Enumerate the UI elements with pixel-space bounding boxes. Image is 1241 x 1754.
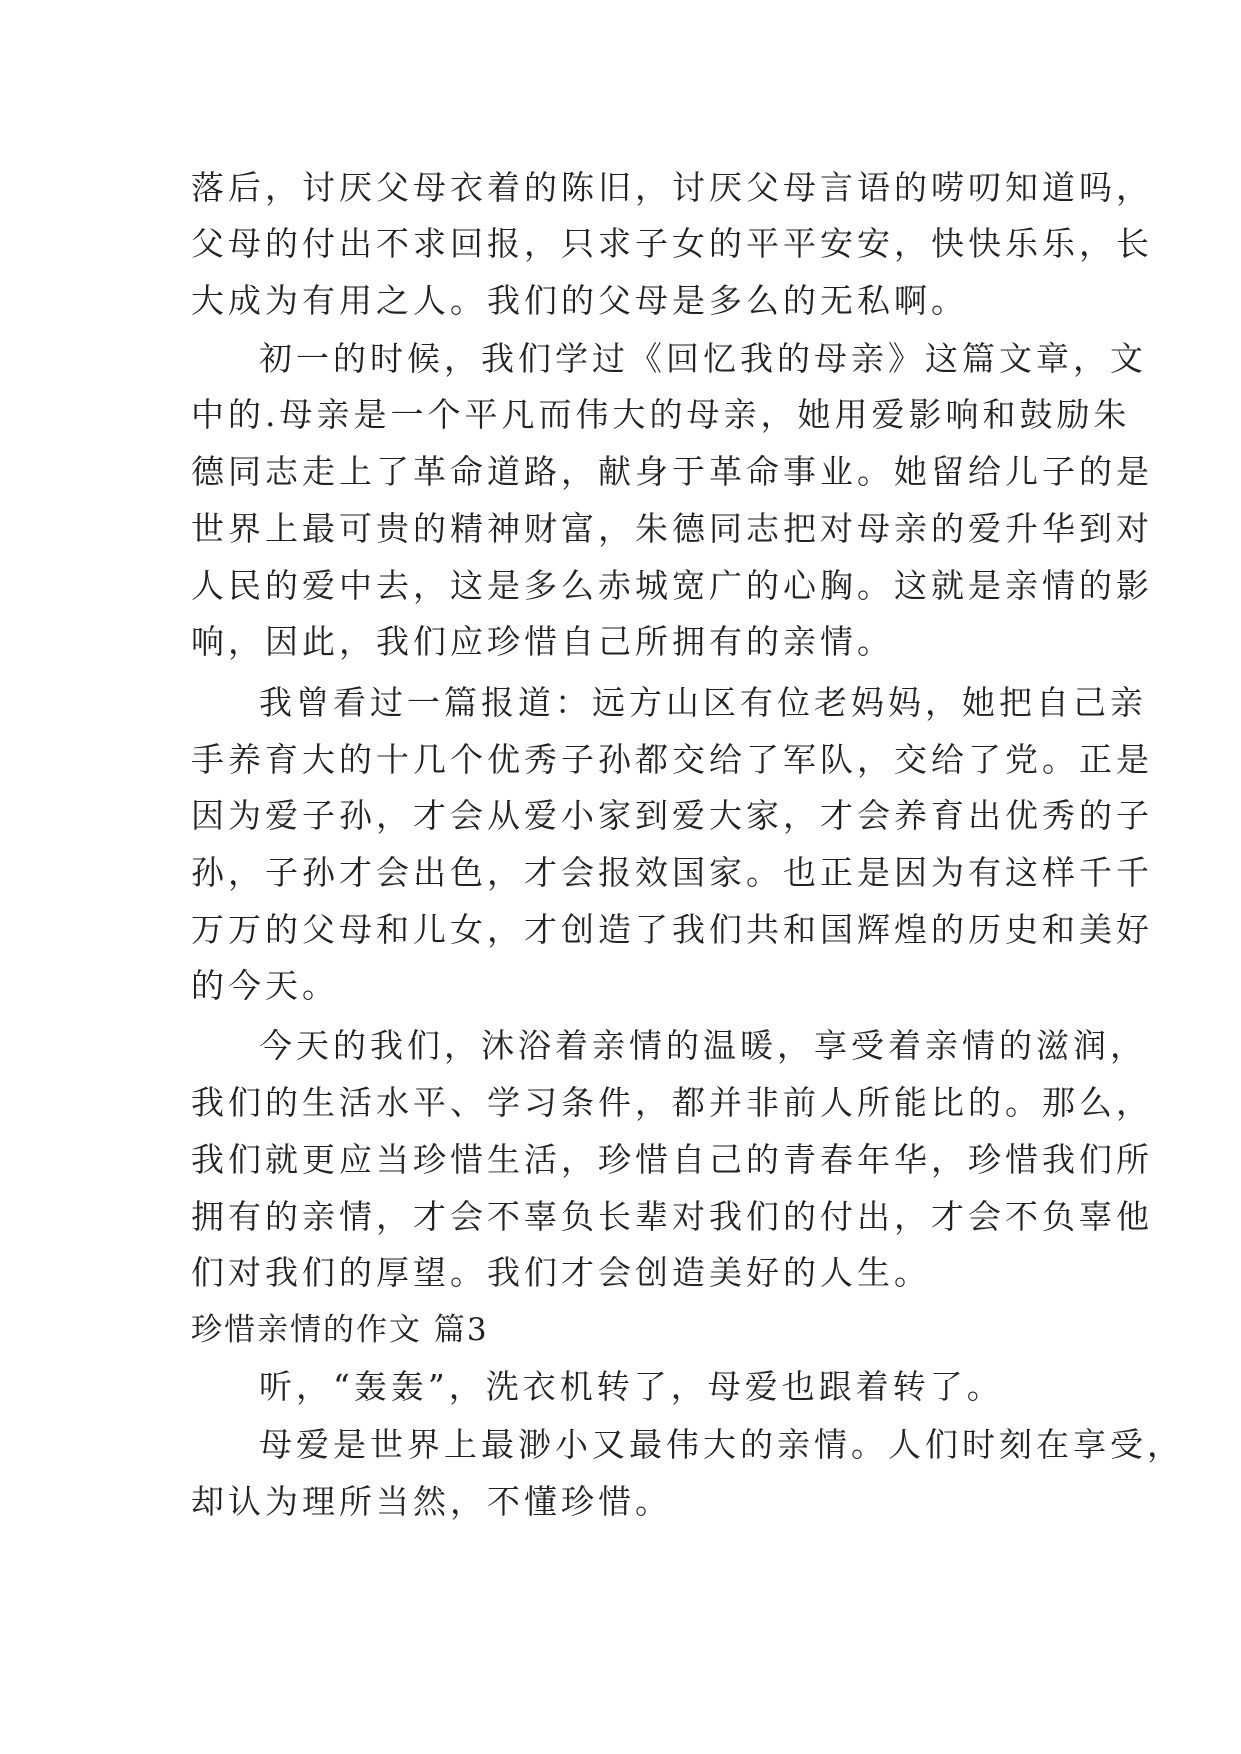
text-line: 人民的爱中去，这是多么赤城宽广的心胸。这就是亲情的影 bbox=[191, 566, 1153, 605]
text-line: 落后，讨厌父母衣着的陈旧，讨厌父母言语的唠叨知道吗， bbox=[191, 168, 1153, 207]
paragraph-first-line: 我曾看过一篇报道：远方山区有位老妈妈，她把自己亲 bbox=[259, 683, 1147, 722]
paragraph-first-line: 母爱是世界上最渺小又最伟大的亲情。人们时刻在享受， bbox=[259, 1425, 1184, 1464]
paragraph-first-line: 听，“轰轰”，洗衣机转了，母爱也跟着转了。 bbox=[259, 1367, 1004, 1406]
paragraph-first-line: 今天的我们，沐浴着亲情的温暖，享受着亲情的滋润， bbox=[259, 1026, 1147, 1065]
text-line: 父母的付出不求回报，只求子女的平平安安，快快乐乐，长 bbox=[191, 224, 1153, 263]
text-line: 中的.母亲是一个平凡而伟大的母亲，她用爱影响和鼓励朱 bbox=[191, 395, 1131, 434]
text-line: 万万的父母和儿女，才创造了我们共和国辉煌的历史和美好 bbox=[191, 910, 1153, 949]
text-line: 德同志走上了革命道路，献身于革命事业。她留给儿子的是 bbox=[191, 452, 1153, 491]
text-line: 我们就更应当珍惜生活，珍惜自己的青春年华，珍惜我们所 bbox=[191, 1140, 1153, 1179]
text-line: 孙，子孙才会出色，才会报效国家。也正是因为有这样千千 bbox=[191, 853, 1153, 892]
text-line: 的今天。 bbox=[191, 966, 339, 1005]
text-line: 却认为理所当然，不懂珍惜。 bbox=[191, 1482, 672, 1521]
text-line: 大成为有用之人。我们的父母是多么的无私啊。 bbox=[191, 281, 968, 320]
paragraph-first-line: 初一的时候，我们学过《回忆我的母亲》这篇文章，文 bbox=[259, 339, 1147, 378]
text-line: 因为爱子孙，才会从爱小家到爱大家，才会养育出优秀的子 bbox=[191, 796, 1153, 835]
text-line: 拥有的亲情，才会不辜负长辈对我们的付出，才会不负辜他 bbox=[191, 1197, 1153, 1236]
text-line: 手养育大的十几个优秀子孙都交给了军队，交给了党。正是 bbox=[191, 740, 1153, 779]
text-line: 响，因此，我们应珍惜自己所拥有的亲情。 bbox=[191, 622, 894, 661]
text-line: 世界上最可贵的精神财富，朱德同志把对母亲的爱升华到对 bbox=[191, 509, 1153, 548]
section-heading: 珍惜亲情的作文 篇3 bbox=[191, 1312, 489, 1348]
text-line: 们对我们的厚望。我们才会创造美好的人生。 bbox=[191, 1253, 931, 1292]
text-line: 我们的生活水平、学习条件，都并非前人所能比的。那么， bbox=[191, 1083, 1153, 1122]
